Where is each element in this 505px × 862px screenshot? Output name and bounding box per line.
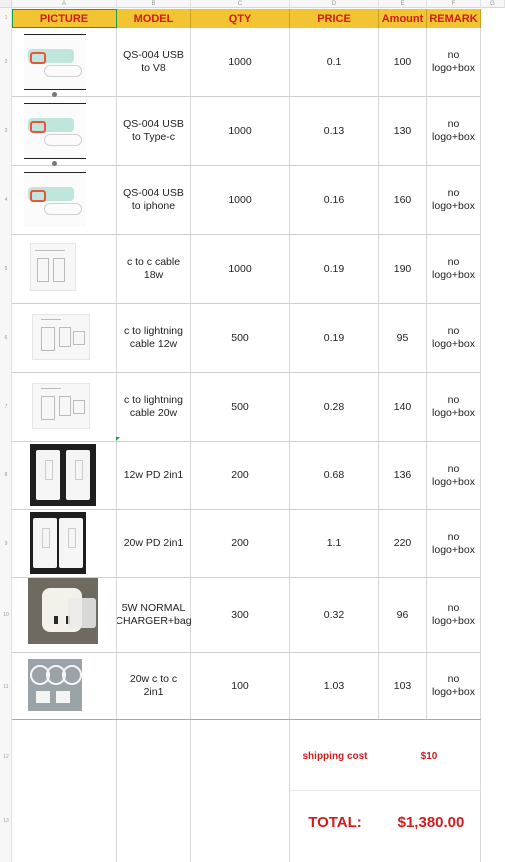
column-header-d[interactable]: D (290, 0, 379, 8)
model-cell[interactable]: 20w c to c 2in1 (117, 653, 191, 719)
row-divider (290, 790, 481, 791)
shipping-cost-label[interactable]: shipping cost (302, 751, 368, 762)
table-row (12, 442, 481, 510)
row-number-7[interactable]: 7 (4, 404, 8, 410)
amount-cell[interactable]: 103 (379, 653, 427, 719)
row-number-column (0, 8, 12, 862)
total-value[interactable]: $1,380.00 (397, 814, 465, 831)
amount-cell[interactable]: 190 (379, 235, 427, 303)
total-label[interactable]: TOTAL: (308, 814, 362, 831)
model-cell[interactable]: QS-004 USB to Type-c (117, 97, 191, 165)
empty-cell[interactable] (191, 720, 290, 862)
picture-cell[interactable] (12, 304, 117, 372)
model-cell[interactable]: c to lightning cable 20w (117, 373, 191, 441)
header-qty[interactable]: QTY (191, 9, 290, 28)
row-number-10[interactable]: 10 (3, 612, 9, 618)
column-header-c[interactable]: C (191, 0, 290, 8)
picture-cell[interactable] (12, 235, 117, 303)
model-cell[interactable]: 12w PD 2in1 (117, 442, 191, 509)
price-cell[interactable]: 0.68 (290, 442, 379, 509)
power-bank-cable-photo-icon (24, 103, 86, 159)
column-header-e[interactable]: E (379, 0, 427, 8)
picture-cell[interactable] (12, 578, 117, 652)
row-number-11[interactable]: 11 (3, 684, 9, 690)
remark-cell[interactable]: no logo+box (427, 653, 481, 719)
model-cell[interactable]: QS-004 USB to iphone (117, 166, 191, 234)
table-row (12, 304, 481, 373)
row-number-8[interactable]: 8 (4, 472, 8, 478)
qty-cell[interactable]: 200 (191, 442, 290, 509)
model-cell[interactable]: QS-004 USB to V8 (117, 28, 191, 96)
amount-cell[interactable]: 96 (379, 578, 427, 652)
remark-cell[interactable]: no logo+box (427, 28, 481, 96)
remark-cell[interactable]: no logo+box (427, 510, 481, 577)
price-cell[interactable]: 0.13 (290, 97, 379, 165)
header-amount[interactable]: Amount (379, 9, 427, 28)
model-cell[interactable]: c to c cable 18w (117, 235, 191, 303)
price-cell[interactable]: 0.16 (290, 166, 379, 234)
price-cell[interactable]: 0.1 (290, 28, 379, 96)
coiled-cables-photo-icon (28, 659, 82, 711)
qty-cell[interactable]: 1000 (191, 28, 290, 96)
empty-cell[interactable] (12, 720, 117, 862)
row-number-4[interactable]: 4 (4, 197, 8, 203)
table-row (12, 373, 481, 442)
charger-cube-photo-icon (28, 578, 98, 644)
row-number-9[interactable]: 9 (4, 541, 8, 547)
picture-cell[interactable] (12, 442, 117, 509)
header-remark[interactable]: REMARK (427, 9, 481, 28)
row-number-2[interactable]: 2 (4, 59, 8, 65)
totals-block (290, 720, 481, 862)
table-row (12, 578, 481, 653)
shipping-cost-value[interactable]: $10 (420, 751, 438, 762)
boxed-charger-photo-icon (30, 444, 96, 506)
remark-cell[interactable]: no logo+box (427, 304, 481, 372)
qty-cell[interactable]: 500 (191, 304, 290, 372)
price-cell[interactable]: 0.19 (290, 235, 379, 303)
amount-cell[interactable]: 220 (379, 510, 427, 577)
row-number-6[interactable]: 6 (4, 335, 8, 341)
select-all-corner[interactable] (0, 0, 12, 8)
qty-cell[interactable]: 1000 (191, 235, 290, 303)
remark-cell[interactable]: no logo+box (427, 442, 481, 509)
amount-cell[interactable]: 95 (379, 304, 427, 372)
picture-cell[interactable] (12, 97, 117, 165)
row-number-13[interactable]: 13 (3, 818, 9, 824)
table-row (12, 28, 481, 97)
header-price[interactable]: PRICE (290, 9, 379, 28)
amount-cell[interactable]: 100 (379, 28, 427, 96)
model-cell[interactable]: c to lightning cable 12w (117, 304, 191, 372)
qty-cell[interactable]: 300 (191, 578, 290, 652)
amount-cell[interactable]: 160 (379, 166, 427, 234)
power-bank-cable-photo-icon (24, 34, 86, 90)
empty-cell[interactable] (117, 720, 191, 862)
model-cell[interactable]: 20w PD 2in1 (117, 510, 191, 577)
comment-indicator (116, 437, 120, 441)
price-cell[interactable]: 0.19 (290, 304, 379, 372)
qty-cell[interactable]: 500 (191, 373, 290, 441)
table-row (12, 235, 481, 304)
price-cell[interactable]: 1.03 (290, 653, 379, 719)
boxed-charger-photo-icon (30, 512, 86, 574)
picture-cell[interactable] (12, 166, 117, 234)
cable-package-diagram-icon (32, 383, 90, 429)
price-cell[interactable]: 0.32 (290, 578, 379, 652)
table-row (12, 653, 481, 720)
column-header-b[interactable]: B (117, 0, 191, 8)
amount-cell[interactable]: 140 (379, 373, 427, 441)
cable-package-diagram-icon (32, 314, 90, 360)
remark-cell[interactable]: no logo+box (427, 97, 481, 165)
table-row (12, 166, 481, 235)
picture-cell[interactable] (12, 373, 117, 441)
amount-cell[interactable]: 130 (379, 97, 427, 165)
table-row (12, 97, 481, 166)
picture-cell[interactable] (12, 653, 117, 719)
row-number-5[interactable]: 5 (4, 266, 8, 272)
row-number-12[interactable]: 12 (3, 754, 9, 760)
header-model[interactable]: MODEL (117, 9, 191, 28)
table-row (12, 510, 481, 578)
qty-cell[interactable]: 1000 (191, 166, 290, 234)
remark-cell[interactable]: no logo+box (427, 373, 481, 441)
column-header-f[interactable]: F (427, 0, 481, 8)
remark-cell[interactable]: no logo+box (427, 166, 481, 234)
header-picture[interactable]: PICTURE (12, 9, 117, 28)
cable-package-diagram-icon (30, 243, 76, 291)
header-row (12, 9, 481, 28)
model-cell[interactable]: 5W NORMAL CHARGER+bag (117, 578, 191, 652)
picture-cell[interactable] (12, 28, 117, 96)
row-number-1[interactable]: 1 (4, 15, 8, 21)
qty-cell[interactable]: 100 (191, 653, 290, 719)
qty-cell[interactable]: 1000 (191, 97, 290, 165)
power-bank-cable-photo-icon (24, 172, 86, 227)
price-cell[interactable]: 1.1 (290, 510, 379, 577)
picture-cell[interactable] (12, 510, 117, 577)
remark-cell[interactable]: no logo+box (427, 578, 481, 652)
price-cell[interactable]: 0.28 (290, 373, 379, 441)
amount-cell[interactable]: 136 (379, 442, 427, 509)
qty-cell[interactable]: 200 (191, 510, 290, 577)
remark-cell[interactable]: no logo+box (427, 235, 481, 303)
column-header-a[interactable]: A (12, 0, 117, 8)
row-number-3[interactable]: 3 (4, 128, 8, 134)
column-header-g[interactable]: G (481, 0, 505, 8)
